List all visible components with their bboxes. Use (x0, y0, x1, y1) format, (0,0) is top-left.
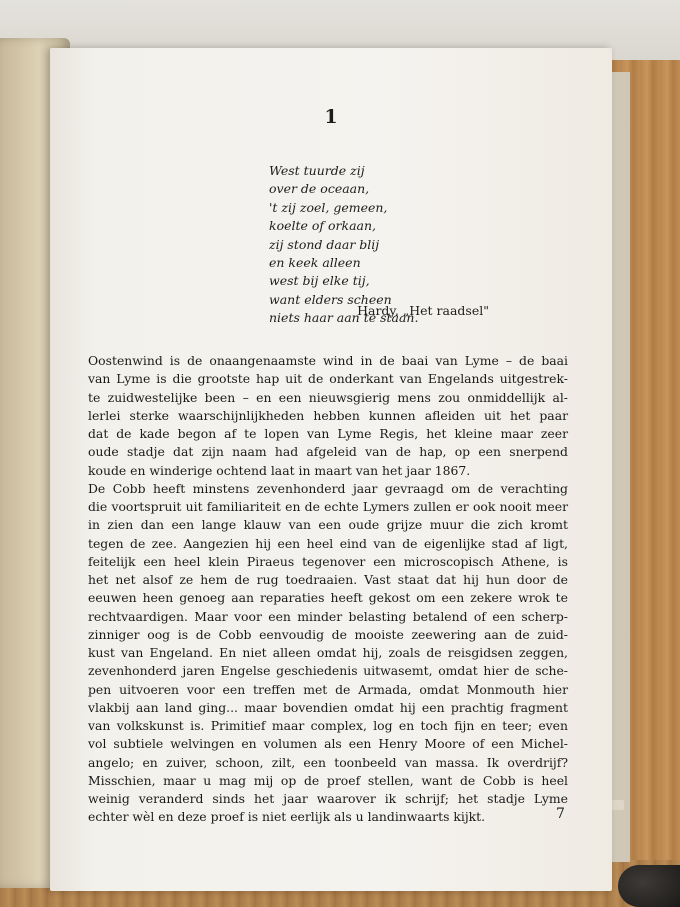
text-line: koude en winderige ochtend laat in maart van het jaar 1867. (88, 462, 471, 478)
text-line: Oostenwind is de onaangenaamste wind in de baai van Lyme – de baai (88, 353, 568, 368)
text-line: zinniger oog is de Cobb eenvoudig de mooiste zeewering aan de zuid- (88, 626, 568, 642)
text-line: oude stadje dat zijn naam had afgeleid van de hap, op een snerpend (88, 444, 568, 460)
poem-line: koelte of orkaan, (269, 218, 377, 234)
text-line: angelo; en zuiver, schoon, zilt, een toonbeeld van massa. Ik overdrijf? (88, 754, 568, 770)
poem-line: niets haar aan te staan. (269, 310, 419, 326)
text-line: kust van Engeland. En niet alleen omdat hij, zoals de reisgidsen zeggen, (88, 645, 568, 660)
text-line: vlakbij aan land ging... maar bovendien omdat hij een prachtig fragment (88, 699, 568, 715)
text-line: feitelijk een heel klein Piraeus tegenover een microscopisch Athene, is (88, 553, 568, 569)
text-line: van volkskunst is. Primitief maar complex, log en toch fijn en teer; even (88, 718, 568, 733)
poem-line: want elders scheen (269, 291, 392, 307)
poem-line: zij stond daar blij (269, 236, 380, 252)
epigraph-attribution: Hardy, „Het raadsel" (357, 303, 489, 318)
poem-line: West tuurde zij (269, 163, 365, 178)
text-line: die voortspruit uit familiariteit en de echte Lymers zullen er ook nooit meer (88, 499, 568, 514)
text-line: pen uitvoeren voor een treffen met de Armada, omdat Monmouth hier (88, 681, 568, 697)
text-line: het net alsof ze hem de rug toedraaien. Vast staat dat hij hun door de (88, 572, 568, 587)
page-number: 7 (556, 806, 565, 822)
text-line: weinig veranderd sinds het jaar waarover ik schrijf; het stadje Lyme (88, 791, 568, 806)
text-line: lerlei sterke waarschijnlijkheden hebben kunnen afleiden uit het paar (88, 407, 568, 423)
poem-line: west bij elke tij, (269, 273, 370, 289)
text-line: echter wèl en deze proef is niet eerlijk als u landinwaarts kijkt. (88, 809, 486, 825)
text-line: dat de kade begon af te lopen van Lyme Regis, het kleine maar zeer (88, 426, 568, 441)
chapter-number: 1 (324, 106, 338, 128)
poem-line: over de oceaan, (269, 181, 370, 197)
text-line: Misschien, maar u mag mij op de proef stellen, want de Cobb is heel (88, 772, 568, 788)
poem-line: 't zij zoel, gemeen, (269, 199, 388, 215)
body-text (88, 352, 568, 827)
text-line: in zien dan een lange klauw van een oude grijze muur die zich kromt (88, 517, 568, 533)
page-clip (610, 800, 624, 810)
dark-object (618, 865, 680, 907)
text-line: rechtvaardigen. Maar voor een minder belasting betalend of een scherp- (88, 608, 568, 624)
text-line: eeuwen heen genoeg aan reparaties heeft gekost om een zekere wrok te (88, 590, 568, 606)
text-line: tegen de zee. Aangezien hij een heel eind van de eigenlijke stad af ligt, (88, 535, 568, 551)
text-line: vol subtiele welvingen en volumen als een Henry Moore of een Michel- (88, 736, 568, 752)
text-line: te zuidwestelijke been – en een nieuwsgierig mens zou onmiddellijk al- (88, 389, 568, 405)
poem-line: en keek alleen (269, 255, 361, 271)
book-page (50, 48, 612, 891)
text-line: van Lyme is die grootste hap uit de onderkant van Engelands uitgestrek- (88, 371, 568, 387)
text-line: zevenhonderd jaren Engelse geschiedenis uitwasemt, omdat hier de sche- (88, 663, 568, 679)
text-line: De Cobb heeft minstens zevenhonderd jaar gevraagd om de verachting (88, 480, 568, 496)
